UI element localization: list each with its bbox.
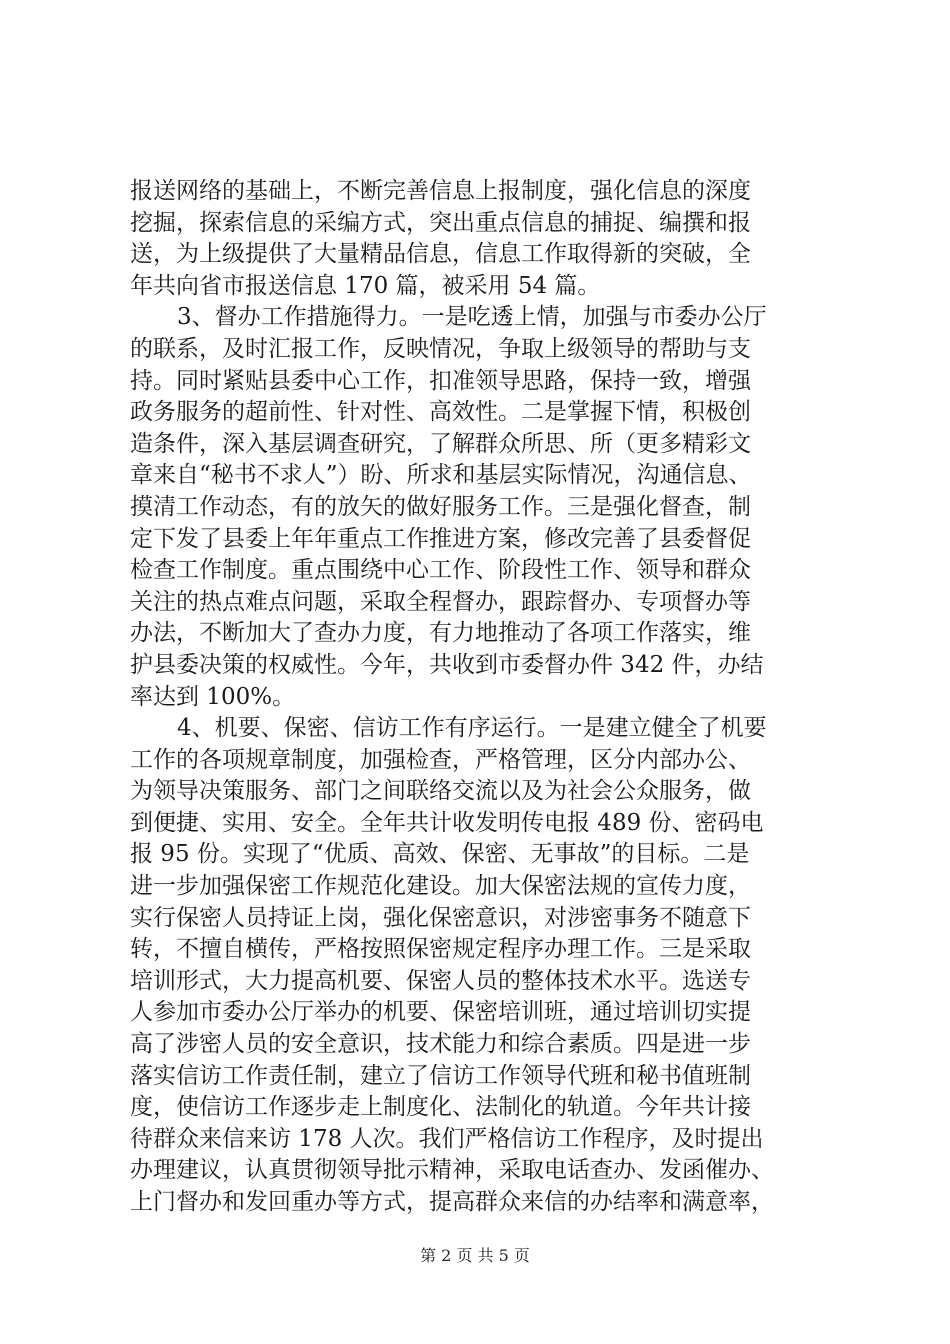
text-line: 落实信访工作责任制，建立了信访工作领导代班和秘书值班制 <box>130 1062 751 1089</box>
text-line: 实行保密人员持证上岗，强化保密意识，对涉密事务不随意下 <box>130 904 751 931</box>
text-line: 高了涉密人员的安全意识，技术能力和综合素质。四是进一步 <box>130 1031 751 1058</box>
text-line: 的联系，及时汇报工作，反映情况，争取上级领导的帮助与支 <box>130 335 751 362</box>
text-line: 进一步加强保密工作规范化建设。加大保密法规的宣传力度， <box>130 873 751 900</box>
text-line: 章来自“秘书不求人”）盼、所求和基层实际情况，沟通信息、 <box>130 462 752 489</box>
text-line: 转，不擅自横传，严格按照保密规定程序办理工作。三是采取 <box>130 936 751 963</box>
text-line: 检查工作制度。重点围绕中心工作、阶段性工作、领导和群众 <box>130 557 751 584</box>
text-line: 政务服务的超前性、针对性、高效性。二是掌握下情，积极创 <box>130 399 751 426</box>
text-line: 为领导决策服务、部门之间联络交流以及为社会公众服务，做 <box>130 778 751 805</box>
text-line: 培训形式，大力提高机要、保密人员的整体技术水平。选送专 <box>130 967 751 994</box>
body-text <box>130 176 830 1219</box>
text-line: 率达到 100%。 <box>130 683 296 710</box>
text-line: 送，为上级提供了大量精品信息，信息工作取得新的突破，全 <box>130 241 751 268</box>
text-line: 人参加市委办公厅举办的机要、保密培训班，通过培训切实提 <box>130 999 751 1026</box>
text-line: 工作的各项规章制度，加强检查，严格管理，区分内部办公、 <box>130 746 751 773</box>
paragraph-start-line: 4、机要、保密、信访工作有序运行。一是建立健全了机要 <box>177 715 767 742</box>
text-line: 度，使信访工作逐步走上制度化、法制化的轨道。今年共计接 <box>130 1094 751 1121</box>
page-number-footer: 第 2 页 共 5 页 <box>420 1246 530 1265</box>
text-line: 定下发了县委上年年重点工作推进方案，修改完善了县委督促 <box>130 525 751 552</box>
text-line: 到便捷、实用、安全。全年共计收发明传电报 489 份、密码电 <box>130 809 764 836</box>
text-line: 护县委决策的权威性。今年，共收到市委督办件 342 件，办结 <box>130 651 764 678</box>
text-line: 持。同时紧贴县委中心工作，扣准领导思路，保持一致，增强 <box>130 367 751 394</box>
text-line: 上门督办和发回重办等方式，提高群众来信的办结率和满意率， <box>130 1189 774 1215</box>
text-line: 办理建议，认真贯彻领导批示精神，采取电话查办、发函催办、 <box>130 1157 774 1184</box>
text-line: 关注的热点难点问题，采取全程督办，跟踪督办、专项督办等 <box>130 588 751 615</box>
text-line: 造条件，深入基层调查研究，了解群众所思、所（更多精彩文 <box>130 430 751 457</box>
text-line: 年共向省市报送信息 170 篇，被采用 54 篇。 <box>130 272 601 299</box>
text-line: 报 95 份。实现了“优质、高效、保密、无事故”的目标。二是 <box>130 841 750 868</box>
text-line: 挖掘，探索信息的采编方式，突出重点信息的捕捉、编撰和报 <box>130 209 751 236</box>
paragraph-start-line: 3、督办工作措施得力。一是吃透上情，加强与市委办公厅 <box>177 304 767 331</box>
text-line: 办法，不断加大了查办力度，有力地推动了各项工作落实，维 <box>130 620 751 647</box>
text-line: 报送网络的基础上，不断完善信息上报制度，强化信息的深度 <box>130 178 751 204</box>
text-line: 待群众来信来访 178 人次。我们严格信访工作程序，及时提出 <box>130 1125 764 1152</box>
text-line: 摸清工作动态，有的放矢的做好服务工作。三是强化督查，制 <box>130 493 751 520</box>
